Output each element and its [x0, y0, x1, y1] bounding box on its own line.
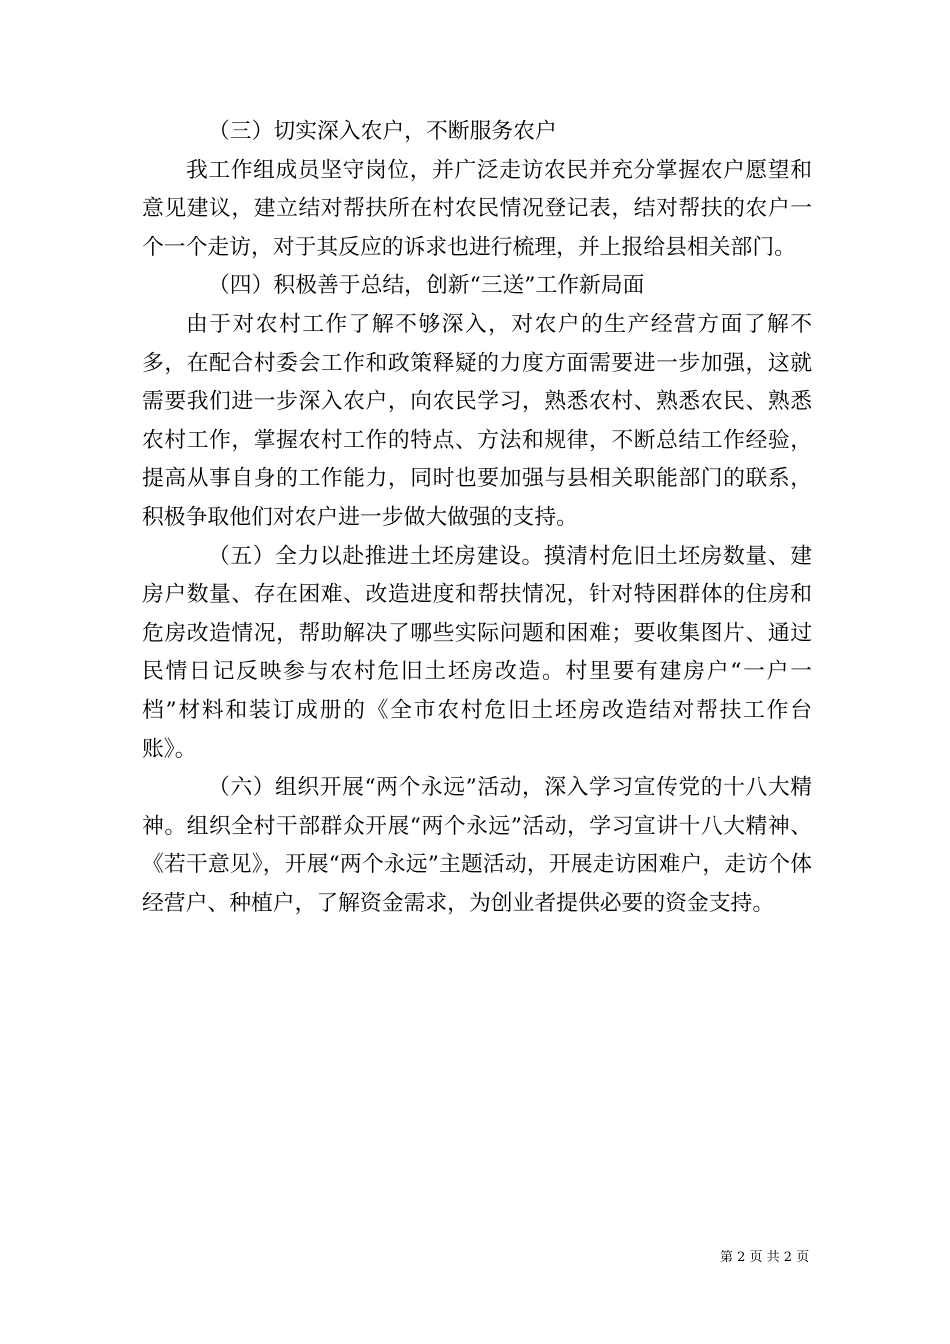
section-3-paragraph: 我工作组成员坚守岗位，并广泛走访农民并充分掌握农户愿望和意见建议，建立结对帮扶所在村农民情况登记表，结对帮扶的农户一个一个走访，对于其反应的诉求也进行梳理，并上报给县相关部门。 — [142, 157, 812, 260]
section-6-paragraph: （六）组织开展“两个永远”活动，深入学习宣传党的十八大精神。组织全村干部群众开展“两个永远”活动，学习宣讲十八大精神、《若干意见》，开展“两个永远”主题活动，开展走访困难户，走访个体经营户、种植户，了解资金需求，为创业者提供必要的资金支持。 — [142, 775, 812, 916]
section-4-heading: （四）积极善于总结，创新“三送”工作新局面 — [208, 273, 645, 299]
document-body — [142, 113, 812, 923]
section-5-paragraph: （五）全力以赴推进土坯房建设。摸清村危旧土坯房数量、建房户数量、存在困难、改造进度和帮扶情况，针对特困群体的住房和危房改造情况，帮助解决了哪些实际问题和困难；要收集图片、通过民情日记反映参与农村危旧土坯房改造。村里要有建房户“一户一档”材料和装订成册的《全市农村危旧土坯房改造结对帮扶工作台账》。 — [142, 543, 812, 762]
section-4-paragraph: 由于对农村工作了解不够深入，对农户的生产经营方面了解不多，在配合村委会工作和政策释疑的力度方面需要进一步加强，这就需要我们进一步深入农户，向农民学习，熟悉农村、熟悉农民、熟悉农村工作，掌握农村工作的特点、方法和规律，不断总结工作经验，提高从事自身的工作能力，同时也要加强与县相关职能部门的联系，积极争取他们对农户进一步做大做强的支持。 — [142, 311, 812, 530]
page-number-footer: 第 2 页 共 2 页 — [720, 1250, 810, 1265]
section-3-heading: （三）切实深入农户，不断服务农户 — [208, 119, 557, 144]
